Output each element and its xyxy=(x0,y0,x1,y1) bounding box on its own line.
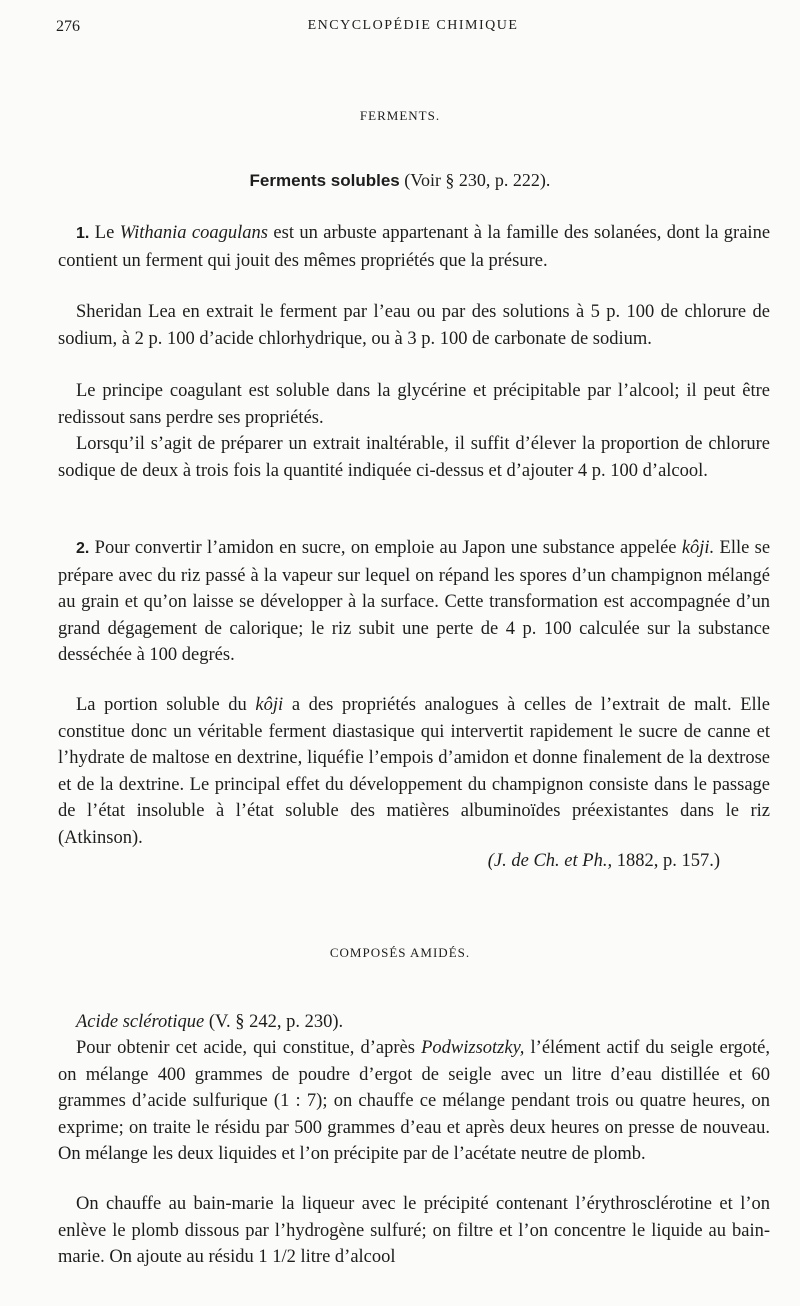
journal-name: (J. de Ch. et Ph., xyxy=(487,851,613,871)
page-number: 276 xyxy=(56,18,80,35)
paragraph-2: Sheridan Lea en extrait le ferment par l’eau ou par des solutions à 5 p. 100 de chlorure de sodium, à 2 p. 100 d’acide chlorhydrique, ou à 3 p. 100 de carbonate de sodium. xyxy=(58,302,770,349)
paragraph-7 xyxy=(58,1009,770,1036)
text-run: est un arbuste appartenant à la famille des solanées, dont la graine contient un ferment qui jouit des mêmes propriétés que la présure. xyxy=(58,223,771,271)
subheading-ferments-solubles xyxy=(0,170,800,191)
text-run: l’élément actif du seigle ergoté, on mélange 400 grammes de poudre d’ergot de seigle avec un litre d’eau distillée et 60 grammes d’acide sulfurique (1 : 7); on chauffe ce mélange pendant trois ou quatre heures, on exprime; on traite le résidu par 500 grammes d’eau et après deux heures on presse de nouveau. On mélange les deux liquides et l’on précipite par de l’acétate neutre de plomb. xyxy=(58,1038,771,1164)
text-run: Elle se prépare avec du riz passé à la vapeur sur lequel on répand les spores d’un champignon mélangé au grain et qu’on laisse se développer à la surface. Cette transformation est accompagnée d’un grand dégagement de calorique; le riz subit une perte de 4 p. 100 calculée sur la substance desséchée à 100 degrés. xyxy=(58,538,771,665)
paragraph-1 xyxy=(58,220,770,274)
paragraph-6 xyxy=(58,692,770,851)
subheading-reference: (Voir § 230, p. 222). xyxy=(404,170,551,190)
paragraph-8 xyxy=(58,1035,770,1168)
text-run: (V. § 242, p. 230). xyxy=(208,1012,344,1032)
term-koji: kôji. xyxy=(681,538,715,558)
text-run: Pour convertir l’amidon en sucre, on emploie au Japon une substance appelée xyxy=(94,538,677,558)
author-name: Podwizsotzky, xyxy=(421,1038,525,1058)
species-name: Withania coagulans xyxy=(119,223,268,243)
paragraph-3: Le principe coagulant est soluble dans la glycérine et précipitable par l’alcool; il peut être redissout sans perdre ses propriétés. xyxy=(58,381,770,428)
paragraph-number: 2. xyxy=(76,540,90,557)
paragraph-4: Lorsqu’il s’agit de préparer un extrait inaltérable, il suffit d’élever la proportion de chlorure sodique de deux à trois fois la quantité indiquée ci-dessus et d’ajouter 4 p. 100 d’alcool. xyxy=(58,434,770,481)
section-title-composes-amides: COMPOSÉS AMIDÉS. xyxy=(329,945,471,960)
term-koji: kôji xyxy=(255,695,284,715)
paragraph-9: On chauffe au bain-marie la liqueur avec le précipité contenant l’érythrosclérotine et l’on enlève le plomb dissous par l’hydrogène sulfuré; on filtre et l’on concentre le liquide au bain-marie. On ajoute au résidu 1 1/2 litre d’alcool xyxy=(58,1194,770,1267)
citation-details: 1882, p. 157.) xyxy=(616,851,720,871)
running-title: ENCYCLOPÉDIE CHIMIQUE xyxy=(307,18,519,33)
compound-name: Acide sclérotique xyxy=(76,1012,205,1032)
paragraph-number: 1. xyxy=(76,225,90,242)
page-header xyxy=(56,18,770,40)
section-title-ferments: FERMENTS. xyxy=(359,108,441,123)
text-run: a des propriétés analogues à celles de l’extrait de malt. Elle constitue donc un véritable ferment diastasique qui intervertit rapidement le sucre de canne et l’hydrate de maltose en dextrine, liquéfie l’empois d’amidon et donne finalement de la dextrose et de la dextrine. Le principal effet du développement du champignon consiste dans le passage de l’état insoluble à l’état soluble des matières albuminoïdes préexistantes dans le riz (Atkinson). xyxy=(58,695,771,848)
subheading-text: Ferments solubles xyxy=(249,171,400,190)
text-run: Pour obtenir cet acide, qui constitue, d’après xyxy=(76,1038,415,1058)
text-run: La portion soluble du xyxy=(76,695,247,715)
citation-reference xyxy=(488,851,720,872)
text-run: Le xyxy=(94,223,115,243)
paragraph-5 xyxy=(58,535,770,669)
